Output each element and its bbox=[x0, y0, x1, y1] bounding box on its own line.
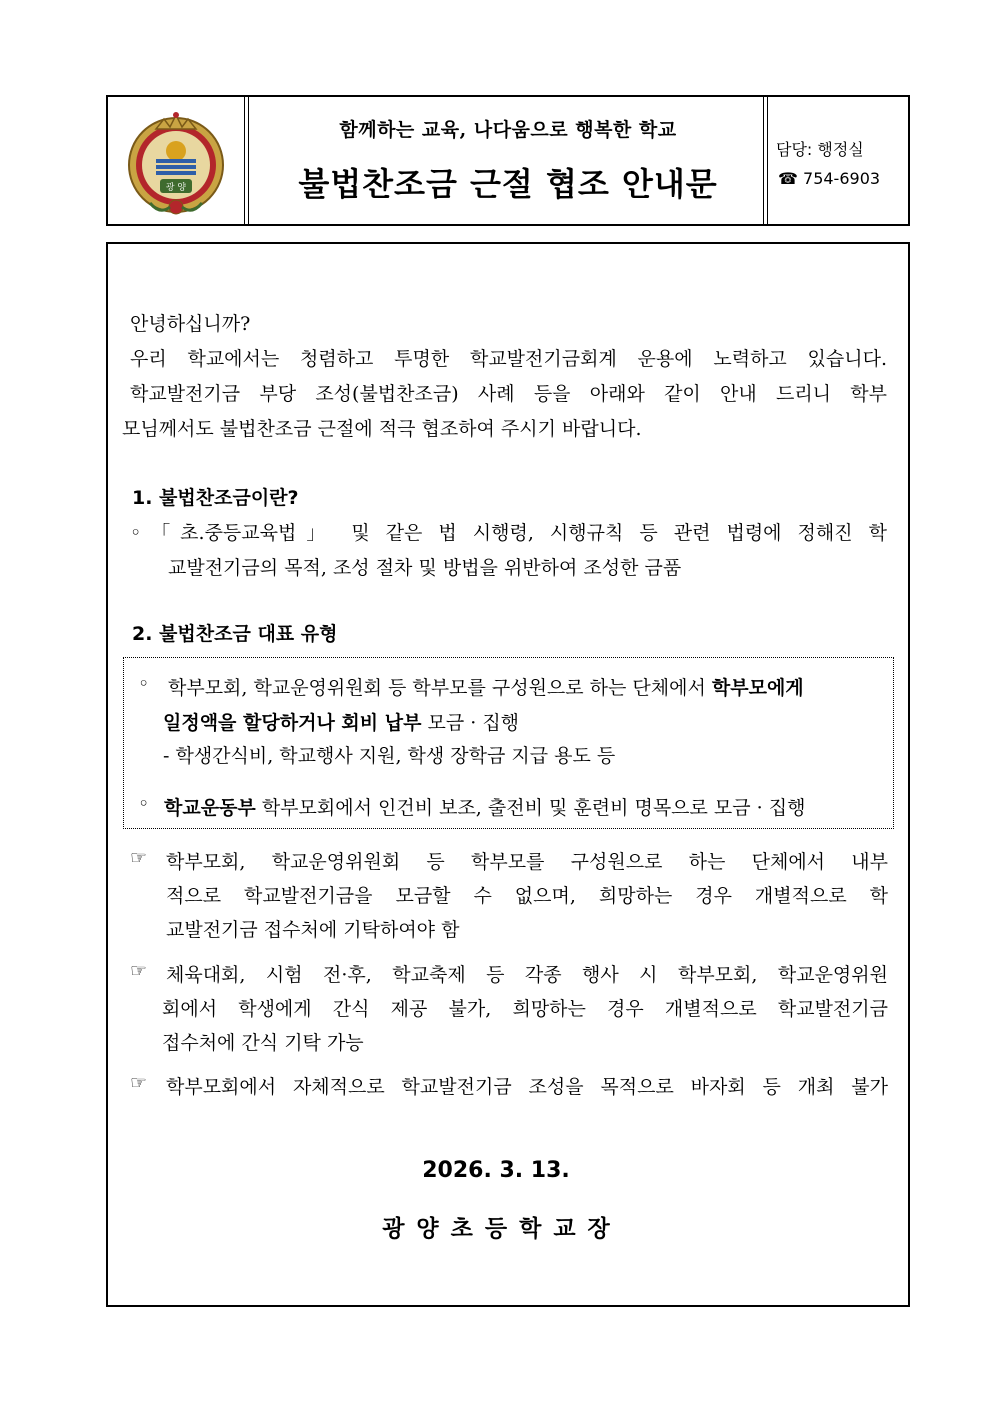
note-1-line-1: 학부모회, 학교운영위원회 등 학부모를 구성원으로 하는 단체에서 내부 bbox=[166, 851, 888, 873]
pointing-hand-icon: ☞ bbox=[130, 960, 148, 982]
section-2-heading: 2. 불법찬조금 대표 유형 bbox=[132, 623, 338, 645]
pointing-hand-icon: ☞ bbox=[130, 847, 148, 869]
issue-date: 2026. 3. 13. bbox=[422, 1158, 570, 1183]
greeting: 안녕하십니까? bbox=[130, 313, 251, 335]
section-1-line-1: ◦「초.중등교육법」 및 같은 법 시행령, 시행규칙 등 관련 법령에 정해진 학 bbox=[130, 522, 887, 544]
title-cell bbox=[249, 97, 768, 224]
logo-cell bbox=[108, 97, 249, 224]
section-1-line-2: 교발전기금의 목적, 조성 절차 및 방법을 위반하여 조성한 금품 bbox=[168, 557, 682, 579]
note-1-line-2: 적으로 학교발전기금을 모금할 수 없으며, 희망하는 경우 개별적으로 학 bbox=[166, 885, 888, 907]
school-slogan: 함께하는 교육, 나다움으로 행복한 학교 bbox=[339, 119, 677, 141]
note-2-line-1: 체육대회, 시험 전·후, 학교축제 등 각종 행사 시 학부모회, 학교운영위원 bbox=[166, 964, 888, 986]
logo-text: 광 양 bbox=[165, 183, 187, 193]
header-table bbox=[106, 95, 910, 226]
intro-line-3: 모님께서도 불법찬조금 근절에 적극 협조하여 주시기 바랍니다. bbox=[122, 418, 642, 440]
intro-line-1: 우리 학교에서는 청렴하고 투명한 학교발전기금회계 운용에 노력하고 있습니다. bbox=[130, 348, 887, 370]
type-1-line-1: 학부모회, 학교운영위원회 등 학부모를 구성원으로 하는 단체에서 학부모에게 bbox=[168, 677, 804, 699]
school-emblem-icon bbox=[120, 107, 232, 219]
phone-number: ☎ 754-6903 bbox=[778, 169, 881, 188]
page-title: 불법찬조금 근절 협조 안내문 bbox=[298, 165, 718, 203]
note-2-line-3: 접수처에 간식 기탁 가능 bbox=[162, 1032, 364, 1054]
department-label: 담당: 행정실 bbox=[776, 140, 864, 159]
type-1-line-2: 일정액을 할당하거나 회비 납부 모금 · 집행 bbox=[163, 712, 520, 734]
type-2-line: 학교운동부 학부모회에서 인건비 보조, 출전비 및 훈련비 명목으로 모금 · 집행 bbox=[164, 797, 806, 819]
note-3-line-1: 학부모회에서 자체적으로 학교발전기금 조성을 목적으로 바자회 등 개최 불가 bbox=[166, 1076, 888, 1098]
signer: 광 양 초 등 학 교 장 bbox=[382, 1216, 610, 1242]
intro-line-2: 학교발전기금 부당 조성(불법찬조금) 사례 등을 아래와 같이 안내 드리니 학부 bbox=[130, 383, 887, 405]
note-1-line-3: 교발전기금 접수처에 기탁하여야 함 bbox=[166, 919, 460, 941]
note-2-line-2: 회에서 학생에게 간식 제공 불가, 희망하는 경우 개별적으로 학교발전기금 bbox=[162, 998, 888, 1020]
section-1-heading: 1. 불법찬조금이란? bbox=[132, 487, 299, 509]
pointing-hand-icon: ☞ bbox=[130, 1072, 148, 1094]
contact-cell bbox=[768, 97, 908, 224]
type-1-sub: - 학생간식비, 학교행사 지원, 학생 장학금 지급 용도 등 bbox=[163, 745, 616, 767]
bullet-icon: ◦ bbox=[138, 793, 150, 815]
bullet-icon: ◦ bbox=[138, 673, 150, 695]
